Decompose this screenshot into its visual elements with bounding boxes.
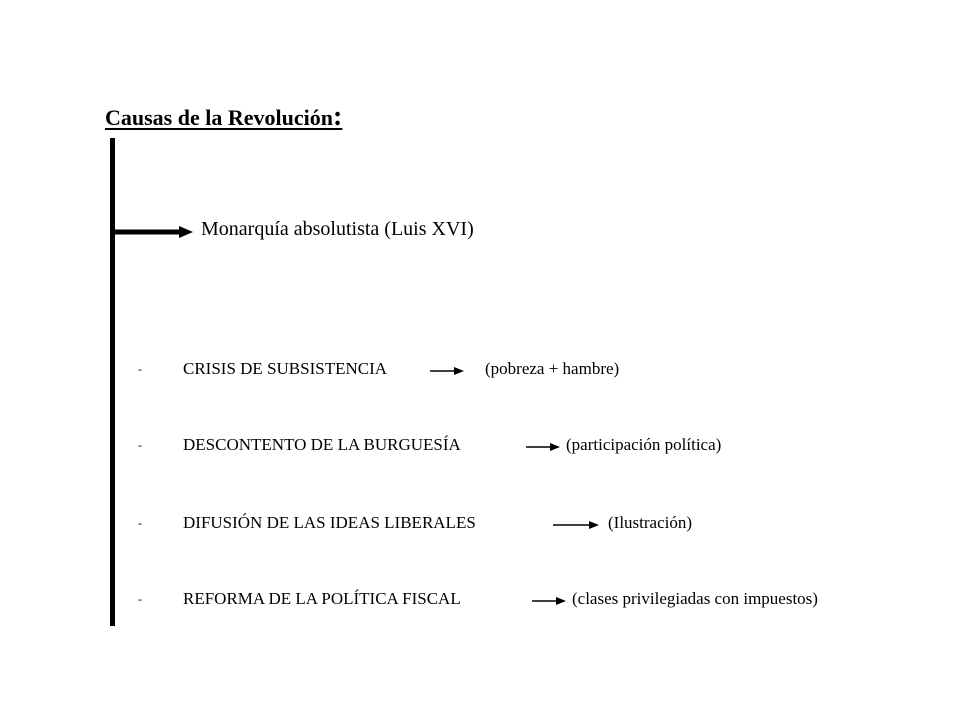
cause-label: DIFUSIÓN DE LAS IDEAS LIBERALES <box>183 513 476 532</box>
bullet-dash: - <box>138 516 142 530</box>
cause-row <box>0 587 960 611</box>
arrow-icon <box>553 517 599 529</box>
page-title <box>105 101 342 133</box>
cause-note: (pobreza + hambre) <box>485 359 620 378</box>
arrow-icon <box>532 593 566 605</box>
cause-note: (clases privilegiadas con impuestos) <box>572 589 818 608</box>
cause-row <box>0 511 960 535</box>
title-text: Causas de la Revolución <box>105 105 333 130</box>
vertical-bracket-line <box>110 138 115 626</box>
cause-row <box>0 357 960 381</box>
cause-row <box>0 433 960 457</box>
cause-note: (participación política) <box>566 435 722 454</box>
bullet-dash: - <box>138 362 142 376</box>
arrow-icon <box>430 363 464 375</box>
cause-label: REFORMA DE LA POLÍTICA FISCAL <box>183 589 461 608</box>
main-arrow-icon <box>113 222 193 242</box>
title-colon: : <box>332 101 343 132</box>
bullet-dash: - <box>138 592 142 606</box>
main-cause-label: Monarquía absolutista (Luis XVI) <box>201 218 474 240</box>
arrow-icon <box>526 439 560 451</box>
bullet-dash: - <box>138 438 142 452</box>
cause-note: (Ilustración) <box>608 513 693 532</box>
cause-label: DESCONTENTO DE LA BURGUESÍA <box>183 435 461 454</box>
cause-label: CRISIS DE SUBSISTENCIA <box>183 359 388 378</box>
